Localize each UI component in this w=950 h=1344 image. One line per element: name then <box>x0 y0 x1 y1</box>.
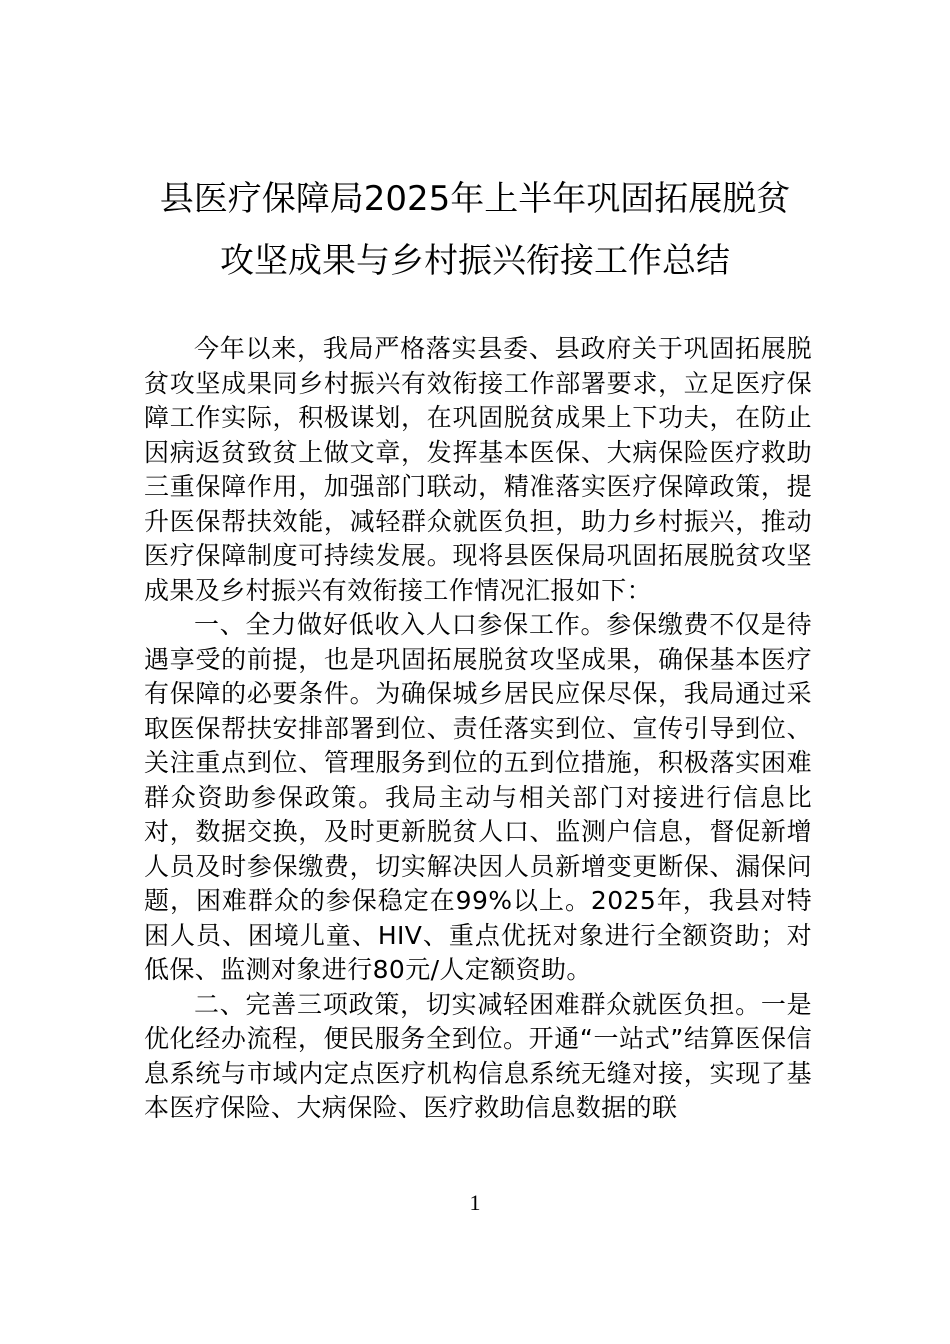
title-line-1: 县医疗保障局2025年上半年巩固拓展脱贫 <box>159 179 791 219</box>
paragraph-intro: 今年以来，我局严格落实县委、县政府关于巩固拓展脱贫攻坚成果同乡村振兴有效衔接工作部署要求，立足医疗保障工作实际，积极谋划，在巩固脱贫成果上下功夫，在防止因病返贫致贫上做文章，发挥基本医保、大病保险医疗救助三重保障作用，加强部门联动，精准落实医疗保障政策，提升医保帮扶效能，减轻群众就医负担，助力乡村振兴，推动医疗保障制度可持续发展。现将县医保局巩固拓展脱贫攻坚成果及乡村振兴有效衔接工作情况汇报如下： <box>144 334 812 605</box>
paragraph-section-1: 一、全力做好低收入人口参保工作。参保缴费不仅是待遇享受的前提，也是巩固拓展脱贫攻坚成果，确保基本医疗有保障的必要条件。为确保城乡居民应保尽保，我局通过采取医保帮扶安排部署到位、责任落实到位、宣传引导到位、关注重点到位、管理服务到位的五到位措施，积极落实困难群众资助参保政策。我局主动与相关部门对接进行信息比对，数据交换，及时更新脱贫人口、监测户信息，督促新增人员及时参保缴费，切实解决因人员新增变更断保、漏保问题，困难群众的参保稳定在99%以上。2025年，我县对特困人员、困境儿童、HIV、重点优抚对象进行全额资助；对低保、监测对象进行80元/人定额资助。 <box>144 610 812 984</box>
title-line-2: 攻坚成果与乡村振兴衔接工作总结 <box>220 241 730 281</box>
paragraph-section-2: 二、完善三项政策，切实减轻困难群众就医负担。一是优化经办流程，便民服务全到位。开通“一站式”结算医保信息系统与市域内定点医疗机构信息系统无缝对接，实现了基本医疗保险、大病保险、医疗救助信息数据的联 <box>144 989 812 1122</box>
page-number: 1 <box>469 1190 481 1215</box>
document-title <box>120 168 830 292</box>
document-body <box>144 332 812 1126</box>
